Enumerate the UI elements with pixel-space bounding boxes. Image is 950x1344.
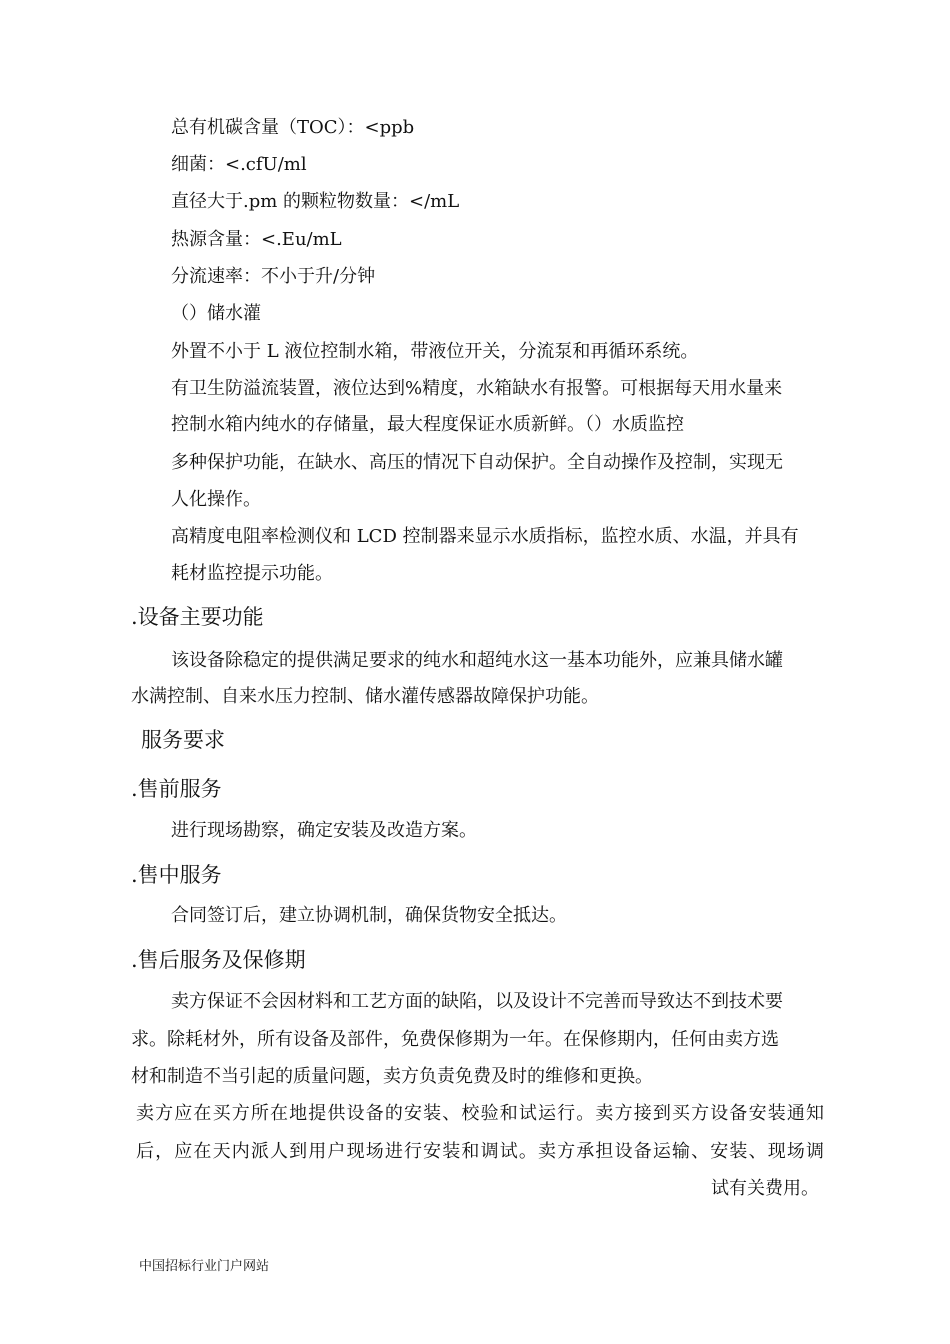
external-tank-text: 外置不小于 L 液位控制水箱，带液位开关，分流泵和再循环系统。 <box>171 341 699 362</box>
spec-flow-rate: 分流速率：不小于升/分钟 <box>171 266 376 287</box>
pre-sale-text: 进行现场勘察，确定安装及改造方案。 <box>171 820 477 841</box>
monitor-text-line-1: 高精度电阻率检测仪和 LCD 控制器来显示水质指标，监控水质、水温，并具有 <box>171 526 799 547</box>
mid-sale-text: 合同签订后，建立协调机制，确保货物安全抵达。 <box>171 905 567 926</box>
storage-subheading: （）储水灌 <box>171 303 261 324</box>
spec-particles: 直径大于.pm 的颗粒物数量：</mL <box>171 191 460 212</box>
monitor-text-line-2: 耗材监控提示功能。 <box>171 563 333 584</box>
spec-toc: 总有机碳含量（TOC）：<ppb <box>171 117 415 138</box>
overflow-text-line-2: 控制水箱内纯水的存储量，最大程度保证水质新鲜。（）水质监控 <box>171 414 684 435</box>
after-sale-text-line-3: 材和制造不当引起的质量问题，卖方负责免费及时的维修和更换。 <box>131 1066 653 1087</box>
protection-text-line-1: 多种保护功能，在缺水、高压的情况下自动保护。全自动操作及控制，实现无 <box>171 452 783 473</box>
footer-site-name: 中国招标行业门户网站 <box>139 1259 270 1274</box>
main-function-heading: .设备主要功能 <box>131 605 264 629</box>
service-requirements-title: 服务要求 <box>141 728 225 752</box>
after-sale-text-line-5: 后，应在天内派人到用户现场进行安装和调试。卖方承担设备运输、安装、现场调 <box>136 1141 824 1162</box>
main-function-text-line-1: 该设备除稳定的提供满足要求的纯水和超纯水这一基本功能外，应兼具储水罐 <box>171 650 783 671</box>
overflow-text-line-1: 有卫生防溢流装置，液位达到%精度，水箱缺水有报警。可根据每天用水量来 <box>171 378 783 399</box>
protection-text-line-2: 人化操作。 <box>171 489 261 510</box>
spec-pyrogen: 热源含量：<.Eu/mL <box>171 229 342 250</box>
after-sale-heading: .售后服务及保修期 <box>131 948 306 972</box>
pre-sale-heading: .售前服务 <box>131 777 222 801</box>
after-sale-text-line-1: 卖方保证不会因材料和工艺方面的缺陷，以及设计不完善而导致达不到技术要 <box>171 991 783 1012</box>
after-sale-text-line-2: 求。除耗材外，所有设备及部件，免费保修期为一年。在保修期内，任何由卖方选 <box>131 1029 779 1050</box>
mid-sale-heading: .售中服务 <box>131 863 222 887</box>
main-function-text-line-2: 水满控制、自来水压力控制、储水灌传感器故障保护功能。 <box>131 686 599 707</box>
after-sale-text-line-4: 卖方应在买方所在地提供设备的安装、校验和试运行。卖方接到买方设备安装通知 <box>136 1103 824 1124</box>
after-sale-text-line-6: 试有关费用。 <box>711 1178 819 1199</box>
spec-bacteria: 细菌：<.cfU/ml <box>171 154 307 175</box>
